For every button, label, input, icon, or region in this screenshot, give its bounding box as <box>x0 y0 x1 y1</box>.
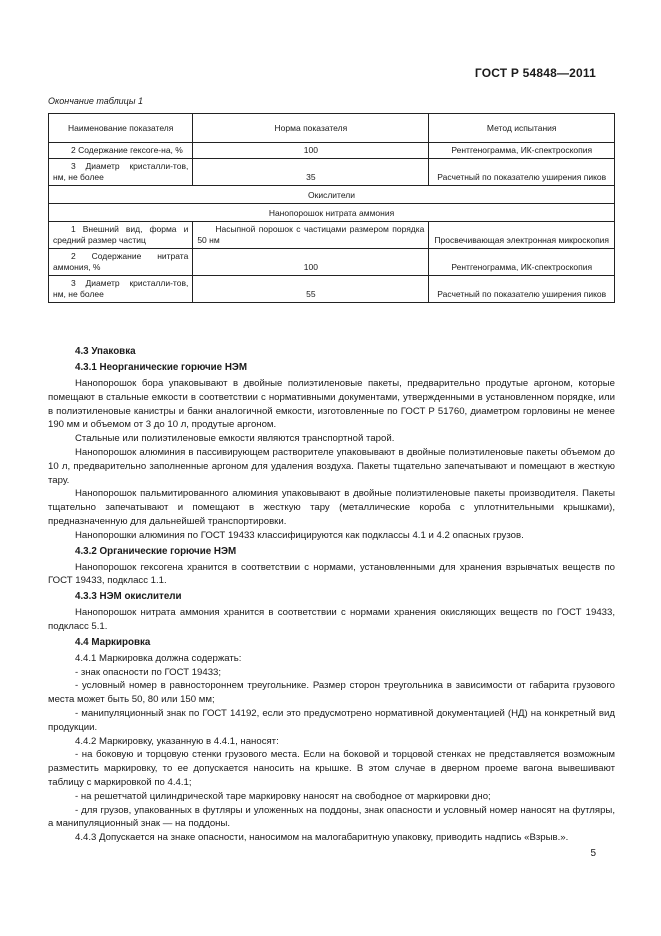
table-row <box>49 276 615 303</box>
table-row <box>49 222 615 249</box>
paragraph: Нанопорошки алюминия по ГОСТ 19433 классифицируются как подклассы 4.1 и 4.2 опасных грузов. <box>75 529 524 541</box>
paragraph: 4.4.3 Допускается на знаке опасности, наносимом на малогабаритную упаковку, приводить надпись «Взрыв.». <box>75 832 569 844</box>
list-item: - на боковую и торцовую стенки грузового места. Если на боковой и торцовой стенках не представляется возможным разместить маркировку, то ее допускается наносить на крышке. В этом случае в дверном проеме вагона вывешивают таблицу с маркировкой по 4.4.1; <box>48 749 615 788</box>
cell-name: 2 Содержание гексоге-на, % <box>49 143 193 159</box>
cell-name: 1 Внешний вид, форма и средний размер частиц <box>49 222 193 249</box>
paragraph: Стальные или полиэтиленовые емкости являются транспортной тарой. <box>75 433 395 445</box>
list-item: - для грузов, упакованных в футляры и уложенных на поддоны, знак опасности и условный номер наносят на футляры, а манипуляционный знак — на поддоны. <box>48 804 615 830</box>
table-subsection-row <box>49 204 615 222</box>
heading-4-4: 4.4 Маркировка <box>75 636 151 648</box>
document-body <box>48 345 615 845</box>
table-row <box>49 143 615 159</box>
paragraph: Нанопорошок бора упаковывают в двойные полиэтиленовые пакеты, предварительно продутые аргоном, которые помещают в стальные емкости в соответствии с нормативными документами, утвержденными в установленном порядке, или в полиэтиленовые канистры и банки аналогичной емкости, изготовленные по ГОСТ Р 51760, диаметром горловины не менее 190 мм и объемом от 3 до 10 л, продутые аргоном. <box>48 378 615 431</box>
paragraph: Нанопорошок алюминия в пассивирующем растворителе упаковывают в двойные полиэтиленовые пакеты объемом до 10 л, предварительно заполненные аргоном для удаления воздуха. Пакеты тщательно запечатывают и помещают в жесткую тару. <box>48 446 615 486</box>
paragraph: 4.4.2 Маркировку, указанную в 4.4.1, наносят: <box>75 735 279 747</box>
column-header: Наименование показателя <box>49 114 193 143</box>
table-row <box>49 159 615 186</box>
paragraph: 4.4.1 Маркировка должна содержать: <box>75 652 242 664</box>
list-item: - на решетчатой цилиндрической таре маркировку наносят на свободное от маркировки дно; <box>75 790 491 802</box>
list-item: - условный номер в равностороннем треугольнике. Размер сторон треугольника в зависимости от габарита грузового места может быть 50, 80 или 150 мм; <box>48 680 615 706</box>
cell-name: 3 Диаметр кристалли-тов, нм, не более <box>49 276 193 303</box>
column-header: Метод испытания <box>429 114 615 143</box>
cell-name: 2 Содержание нитрата аммония, % <box>49 249 193 276</box>
column-header: Норма показателя <box>193 114 429 143</box>
cell-method: Рентгенограмма, ИК-спектроскопия <box>429 249 615 276</box>
table-caption: Окончание таблицы 1 <box>48 96 143 106</box>
table-section-row <box>49 186 615 204</box>
paragraph: Нанопорошок гексогена хранится в соответствии с нормами, установленными для хранения взрывчатых веществ по ГОСТ 19433, подкласс 1.1. <box>48 561 615 587</box>
cell-norm: Насыпной порошок с частицами размером порядка 50 нм <box>193 222 429 249</box>
document-header: ГОСТ Р 54848—2011 <box>474 66 596 80</box>
section-label: Окислители <box>49 186 615 204</box>
cell-method: Просвечивающая электронная микроскопия <box>429 222 615 249</box>
cell-name: 3 Диаметр кристалли-тов, нм, не более <box>49 159 193 186</box>
cell-norm: 100 <box>193 143 429 159</box>
cell-method: Расчетный по показателю уширения пиков <box>429 159 615 186</box>
cell-norm: 35 <box>193 159 429 186</box>
heading-4-3-3: 4.3.3 НЭМ окислители <box>75 591 182 603</box>
cell-norm: 100 <box>193 249 429 276</box>
cell-method: Рентгенограмма, ИК-спектроскопия <box>429 143 615 159</box>
list-item: - знак опасности по ГОСТ 19433; <box>75 666 222 678</box>
cell-norm: 55 <box>193 276 429 303</box>
page-number: 5 <box>590 848 596 859</box>
cell-method: Расчетный по показателю уширения пиков <box>429 276 615 303</box>
heading-4-3-2: 4.3.2 Органические горючие НЭМ <box>75 545 237 557</box>
subsection-label: Нанопорошок нитрата аммония <box>49 204 615 222</box>
paragraph: Нанопорошок нитрата аммония хранится в соответствии с нормами хранения окисляющих веществ по ГОСТ 19433, подкласс 5.1. <box>48 607 615 632</box>
heading-4-3: 4.3 Упаковка <box>75 346 136 357</box>
table-row <box>49 249 615 276</box>
heading-4-3-1: 4.3.1 Неорганические горючие НЭМ <box>75 362 248 373</box>
paragraph: Нанопорошок пальмитированного алюминия упаковывают в двойные полиэтиленовые пакеты производителя. Пакеты тщательно запечатывают и помещают в жесткую тару (металлические короба с уплотнительными крышками), предназначенную для дальнейшей транспортировки. <box>48 488 615 527</box>
table-header-row <box>49 114 615 143</box>
properties-table <box>48 113 615 303</box>
list-item: - манипуляционный знак по ГОСТ 14192, если это предусмотрено нормативной документацией (НД) на конкретный вид продукции. <box>48 707 615 733</box>
